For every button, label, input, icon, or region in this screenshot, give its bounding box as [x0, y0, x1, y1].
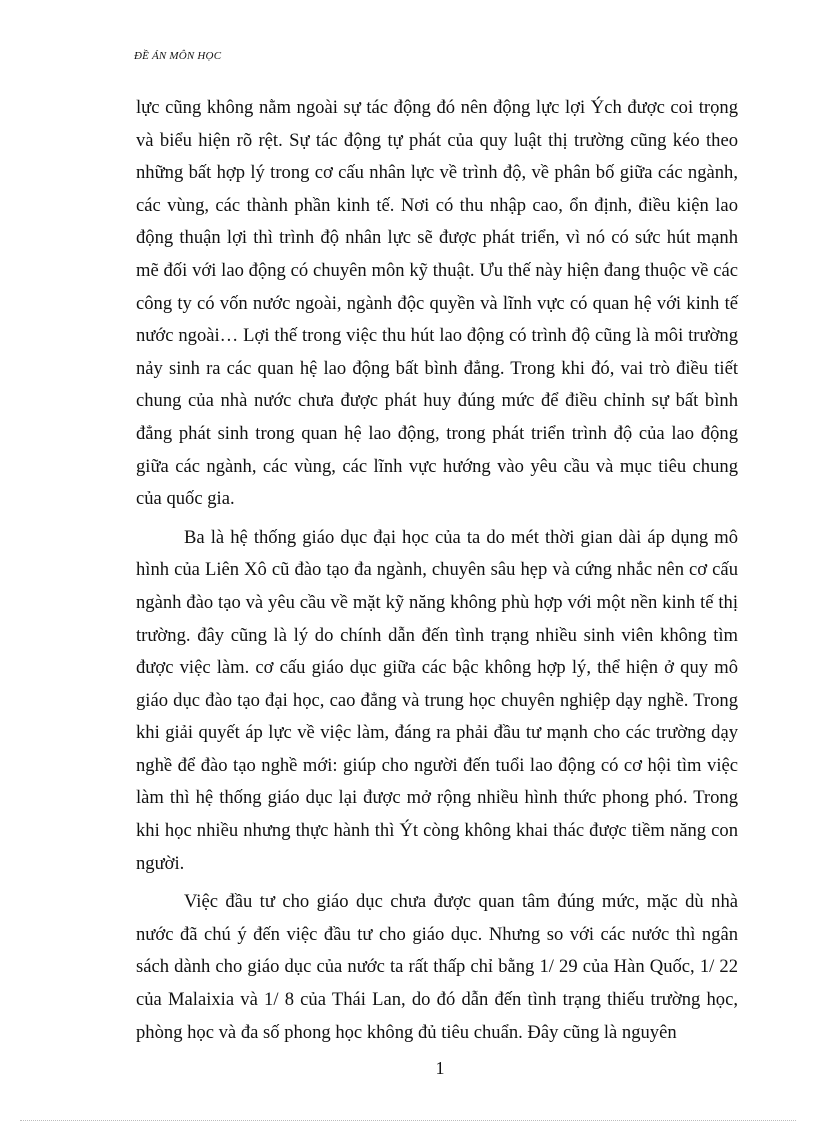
running-header: ĐỀ ÁN MÔN HỌC: [134, 50, 222, 62]
page-bottom-divider: [20, 1120, 796, 1121]
document-body: [136, 92, 738, 1049]
paragraph-education-investment: Việc đầu tư cho giáo dục chưa được quan tâm đúng mức, mặc dù nhà nước đã chú ý đến việc đầu tư cho giáo dục. Nhưng so với các nước thì ngân sách dành cho giáo dục của nước ta rất thấp chỉ bằng 1/ 29 của Hàn Quốc, 1/ 22 của Malaixia và 1/ 8 của Thái Lan, do đó dẫn đến tình trạng thiếu trường học, phòng học và đa số phong học không đủ tiêu chuẩn. Đây cũng là nguyên: [136, 891, 738, 1043]
page-number: 1: [435, 1058, 445, 1078]
paragraph-continuation: lực cũng không nằm ngoài sự tác động đó nên động lực lợi Ých được coi trọng và biểu hiện rõ rệt. Sự tác động tự phát của quy luật thị trường cũng kéo theo những bất hợp lý trong cơ cấu nhân lực về trình độ, về phân bố giữa các ngành, các vùng, các thành phần kinh tế. Nơi có thu nhập cao, ổn định, điều kiện lao động thuận lợi thì trình độ nhân lực sẽ được phát triển, vì nó có sức hút mạnh mẽ đối với lao động có chuyên môn kỹ thuật. Ưu thế này hiện đang thuộc về các công ty có vốn nước ngoài, ngành độc quyền và lĩnh vực có quan hệ với kinh tế nước ngoài… Lợi thế trong việc thu hút lao động có trình độ cũng là môi trường nảy sinh ra các quan hệ lao động bất bình đẳng. Trong khi đó, vai trò điều tiết chung của nhà nước chưa được phát huy đúng mức để điều chỉnh sự bất bình đẳng phát sinh trong quan hệ lao động, trong phát triển trình độ của lao động giữa các ngành, các vùng, các lĩnh vực hướng vào yêu cầu và mục tiêu chung của quốc gia.: [136, 97, 738, 510]
paragraph-higher-education: Ba là hệ thống giáo dục đại học của ta do mét thời gian dài áp dụng mô hình của Liên Xô cũ đào tạo đa ngành, chuyên sâu hẹp và cứng nhắc nên cơ cấu ngành đào tạo và yêu cầu về mặt kỹ năng không phù hợp với một nền kinh tế thị trường. đây cũng là lý do chính dẫn đến tình trạng nhiều sinh viên không tìm được việc làm. cơ cấu giáo dục giữa các bậc không hợp lý, thể hiện ở quy mô giáo dục đào tạo đại học, cao đẳng và trung học chuyên nghiệp dạy nghề. Trong khi giải quyết áp lực về việc làm, đáng ra phải đầu tư mạnh cho các trường dạy nghề để đào tạo nghề mới: giúp cho người đến tuổi lao động có cơ hội tìm việc làm thì hệ thống giáo dục lại được mở rộng nhiều hình thức phong phó. Trong khi học nhiều nhưng thực hành thì Ýt còng không khai thác được tiềm năng con người.: [136, 526, 738, 874]
